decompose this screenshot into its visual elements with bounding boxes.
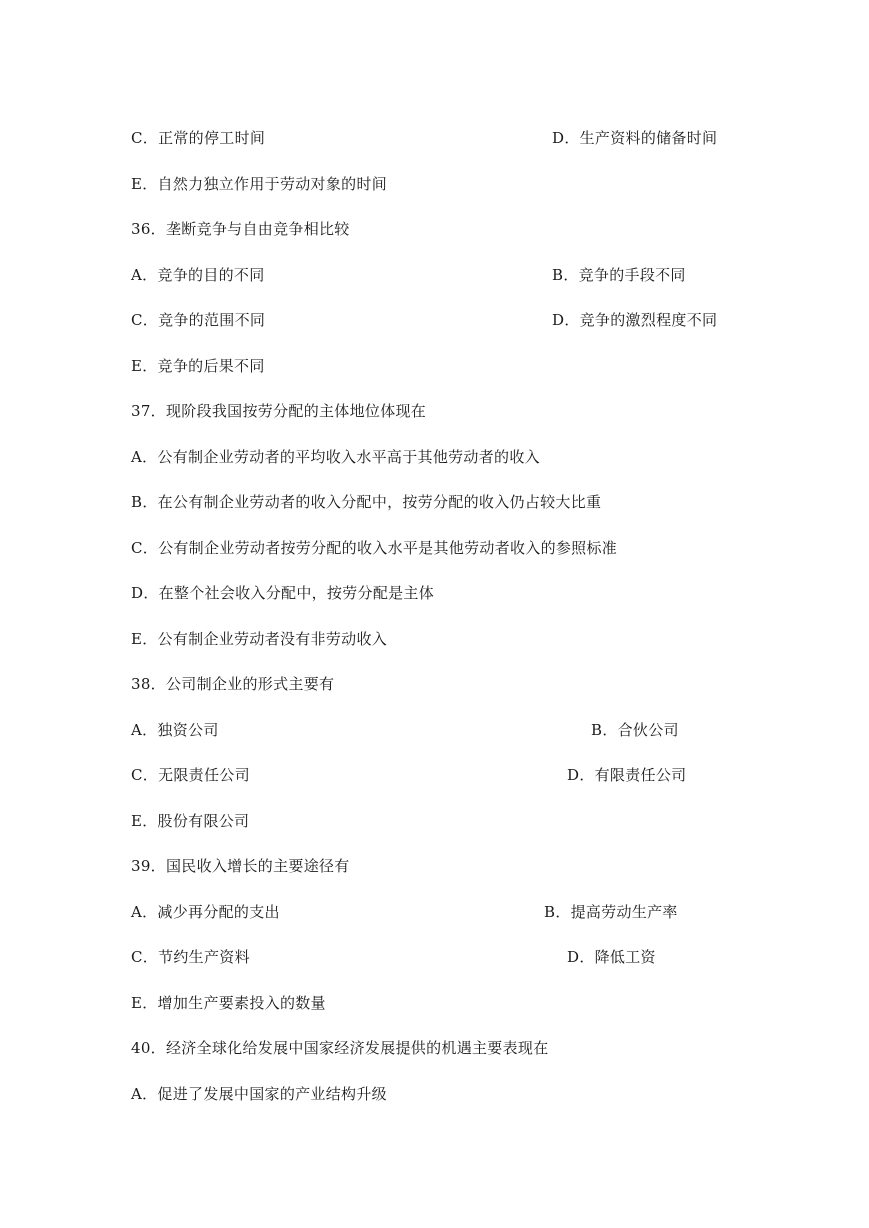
- q37-option-c: C．公有制企业劳动者按劳分配的收入水平是其他劳动者收入的参照标准: [131, 539, 618, 557]
- q36-option-e: E．竞争的后果不同: [131, 357, 265, 375]
- q40-option-a: A．促进了发展中国家的产业结构升级: [131, 1085, 387, 1103]
- q37-option-b: B．在公有制企业劳动者的收入分配中，按劳分配的收入仍占较大比重: [131, 493, 602, 511]
- q36-option-a: A．竞争的目的不同: [131, 266, 265, 284]
- q36-option-c: C．竞争的范围不同: [131, 311, 266, 329]
- q37-option-d: D．在整个社会收入分配中，按劳分配是主体: [131, 584, 435, 602]
- q40-stem: 40．经济全球化给发展中国家经济发展提供的机遇主要表现在: [131, 1039, 549, 1057]
- q39-option-c: C．节约生产资料: [131, 948, 250, 966]
- q38-option-b: B．合伙公司: [591, 721, 679, 739]
- q39-option-b: B．提高劳动生产率: [544, 903, 678, 921]
- q37-option-a: A．公有制企业劳动者的平均收入水平高于其他劳动者的收入: [131, 448, 540, 466]
- q39-stem: 39．国民收入增长的主要途径有: [131, 857, 350, 875]
- q39-option-a: A．减少再分配的支出: [131, 903, 280, 921]
- q36-stem: 36．垄断竞争与自由竞争相比较: [131, 220, 350, 238]
- q38-option-c: C．无限责任公司: [131, 766, 250, 784]
- q36-option-b: B．竞争的手段不同: [552, 266, 686, 284]
- q35-option-c: C．正常的停工时间: [131, 129, 266, 147]
- q39-option-e: E．增加生产要素投入的数量: [131, 994, 326, 1012]
- q35-option-e: E．自然力独立作用于劳动对象的时间: [131, 175, 388, 193]
- q39-option-d: D．降低工资: [567, 948, 656, 966]
- q38-stem: 38．公司制企业的形式主要有: [131, 675, 335, 693]
- q38-option-d: D．有限责任公司: [567, 766, 687, 784]
- q37-option-e: E．公有制企业劳动者没有非劳动收入: [131, 630, 388, 648]
- q35-option-d: D．生产资料的储备时间: [552, 129, 718, 147]
- q38-option-a: A．独资公司: [131, 721, 219, 739]
- q37-stem: 37．现阶段我国按劳分配的主体地位体现在: [131, 402, 427, 420]
- q36-option-d: D．竞争的激烈程度不同: [552, 311, 718, 329]
- q38-option-e: E．股份有限公司: [131, 812, 250, 830]
